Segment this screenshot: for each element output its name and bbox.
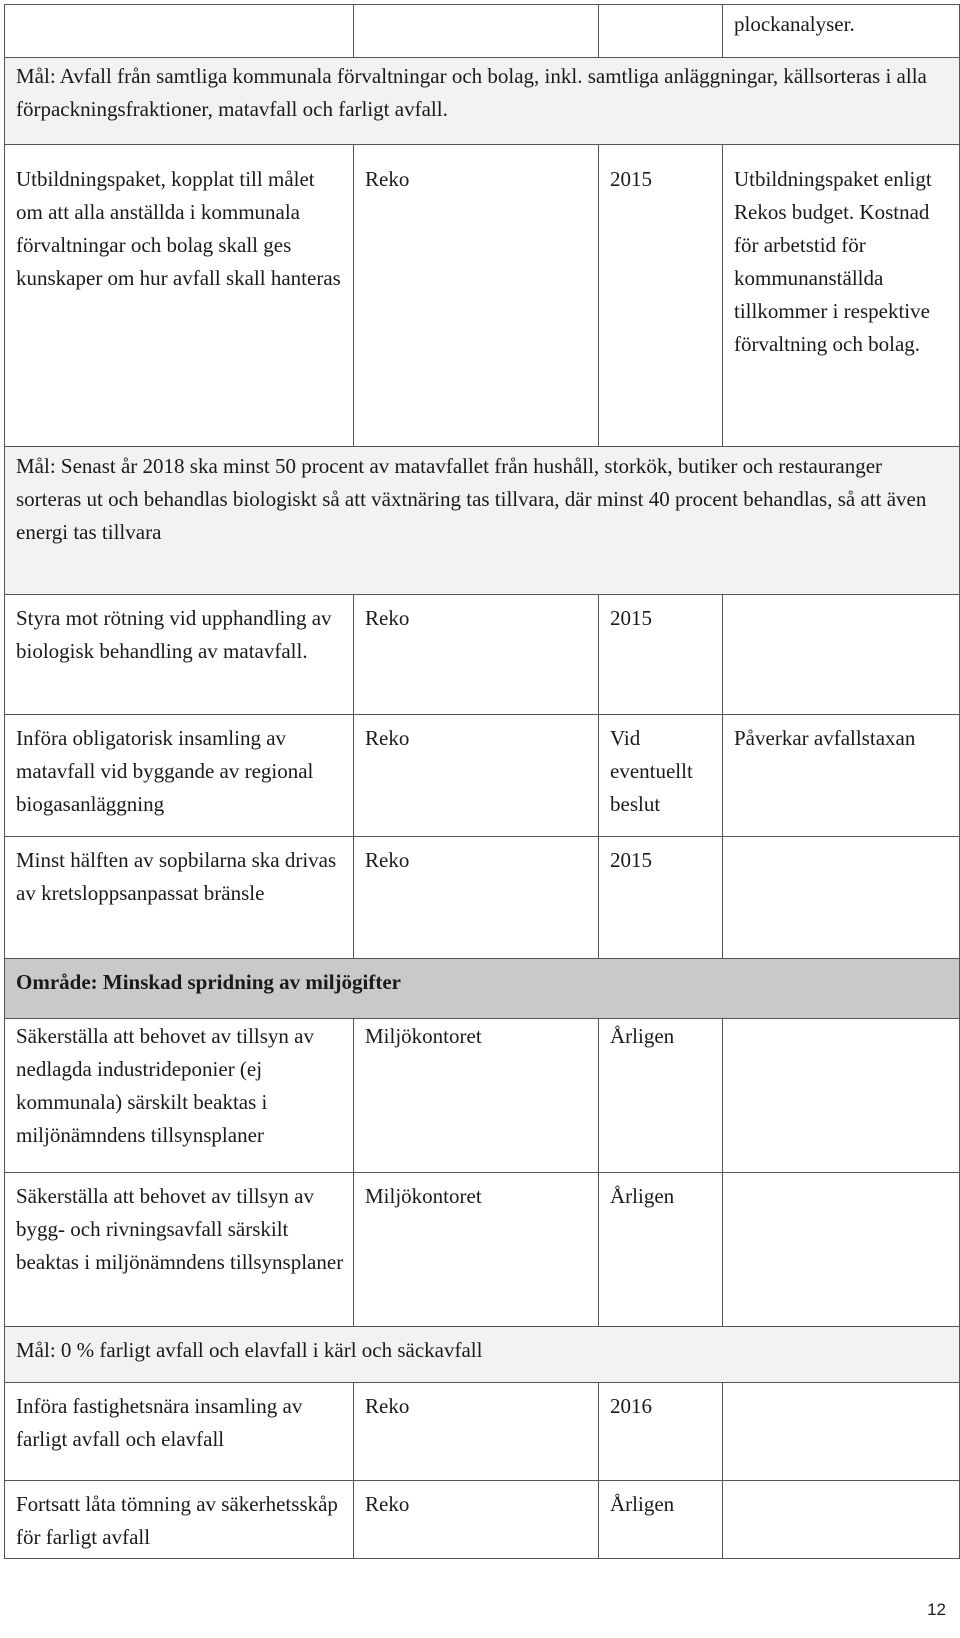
goal-row xyxy=(5,1327,960,1383)
cell-responsible xyxy=(354,5,599,58)
cell-action: Styra mot rötning vid upphandling av biologisk behandling av matavfall. xyxy=(5,595,354,715)
cell-responsible: Miljökontoret xyxy=(354,1173,599,1327)
cell-action: Säkerställa att behovet av tillsyn av bygg- och rivningsavfall särskilt beaktas i miljönämndens tillsynsplaner xyxy=(5,1173,354,1327)
cell-responsible: Reko xyxy=(354,595,599,715)
cell-responsible: Reko xyxy=(354,145,599,447)
table-row xyxy=(5,145,960,447)
cell-when xyxy=(599,5,723,58)
cell-action: Utbildningspaket, kopplat till målet om att alla anställda i kommunala förvaltningar och bolag skall ges kunskaper om hur avfall skall hanteras xyxy=(5,145,354,447)
goal-text: Mål: Avfall från samtliga kommunala förvaltningar och bolag, inkl. samtliga anläggningar, källsorteras i alla förpackningsfraktioner, matavfall och farligt avfall. xyxy=(5,58,960,145)
cell-when: Årligen xyxy=(599,1173,723,1327)
cell-action: Införa fastighetsnära insamling av farligt avfall och elavfall xyxy=(5,1383,354,1481)
table-row xyxy=(5,595,960,715)
cell-when: Vid eventuellt beslut xyxy=(599,715,723,837)
cell-when: 2015 xyxy=(599,145,723,447)
cell-responsible: Miljökontoret xyxy=(354,1019,599,1173)
cell-note xyxy=(723,1481,960,1559)
table-row xyxy=(5,5,960,58)
cell-note: Påverkar avfallstaxan xyxy=(723,715,960,837)
table-row xyxy=(5,715,960,837)
goal-row xyxy=(5,58,960,145)
goal-text: Mål: 0 % farligt avfall och elavfall i kärl och säckavfall xyxy=(5,1327,960,1383)
cell-when: 2015 xyxy=(599,595,723,715)
cell-responsible: Reko xyxy=(354,1383,599,1481)
cell-responsible: Reko xyxy=(354,715,599,837)
cell-action: Minst hälften av sopbilarna ska drivas av kretsloppsanpassat bränsle xyxy=(5,837,354,959)
cell-when: Årligen xyxy=(599,1019,723,1173)
goal-text: Mål: Senast år 2018 ska minst 50 procent av matavfallet från hushåll, storkök, butiker och restauranger sorteras ut och behandlas biologiskt så att växtnäring tas tillvara, där minst 40 procent behandlas, så att även energi tas tillvara xyxy=(5,447,960,595)
table-row xyxy=(5,837,960,959)
area-heading: Område: Minskad spridning av miljögifter xyxy=(5,959,960,1019)
table-row xyxy=(5,1383,960,1481)
action-plan-table xyxy=(4,4,960,1559)
goal-row xyxy=(5,447,960,595)
table-row xyxy=(5,1481,960,1559)
cell-when: Årligen xyxy=(599,1481,723,1559)
cell-note xyxy=(723,837,960,959)
cell-note: plockanalyser. xyxy=(723,5,960,58)
page-number: 12 xyxy=(927,1600,946,1619)
cell-note xyxy=(723,1383,960,1481)
cell-responsible: Reko xyxy=(354,837,599,959)
cell-note xyxy=(723,595,960,715)
cell-action: Fortsatt låta tömning av säkerhetsskåp för farligt avfall xyxy=(5,1481,354,1559)
cell-note xyxy=(723,1173,960,1327)
cell-note: Utbildningspaket enligt Rekos budget. Kostnad för arbetstid för kommunanställda tillkommer i respektive förvaltning och bolag. xyxy=(723,145,960,447)
table-row xyxy=(5,1019,960,1173)
cell-responsible: Reko xyxy=(354,1481,599,1559)
cell-when: 2016 xyxy=(599,1383,723,1481)
cell-action xyxy=(5,5,354,58)
cell-action: Säkerställa att behovet av tillsyn av nedlagda industrideponier (ej kommunala) särskilt beaktas i miljönämndens tillsynsplaner xyxy=(5,1019,354,1173)
cell-note xyxy=(723,1019,960,1173)
area-row xyxy=(5,959,960,1019)
cell-action: Införa obligatorisk insamling av matavfall vid byggande av regional biogasanläggning xyxy=(5,715,354,837)
cell-when: 2015 xyxy=(599,837,723,959)
table-row xyxy=(5,1173,960,1327)
